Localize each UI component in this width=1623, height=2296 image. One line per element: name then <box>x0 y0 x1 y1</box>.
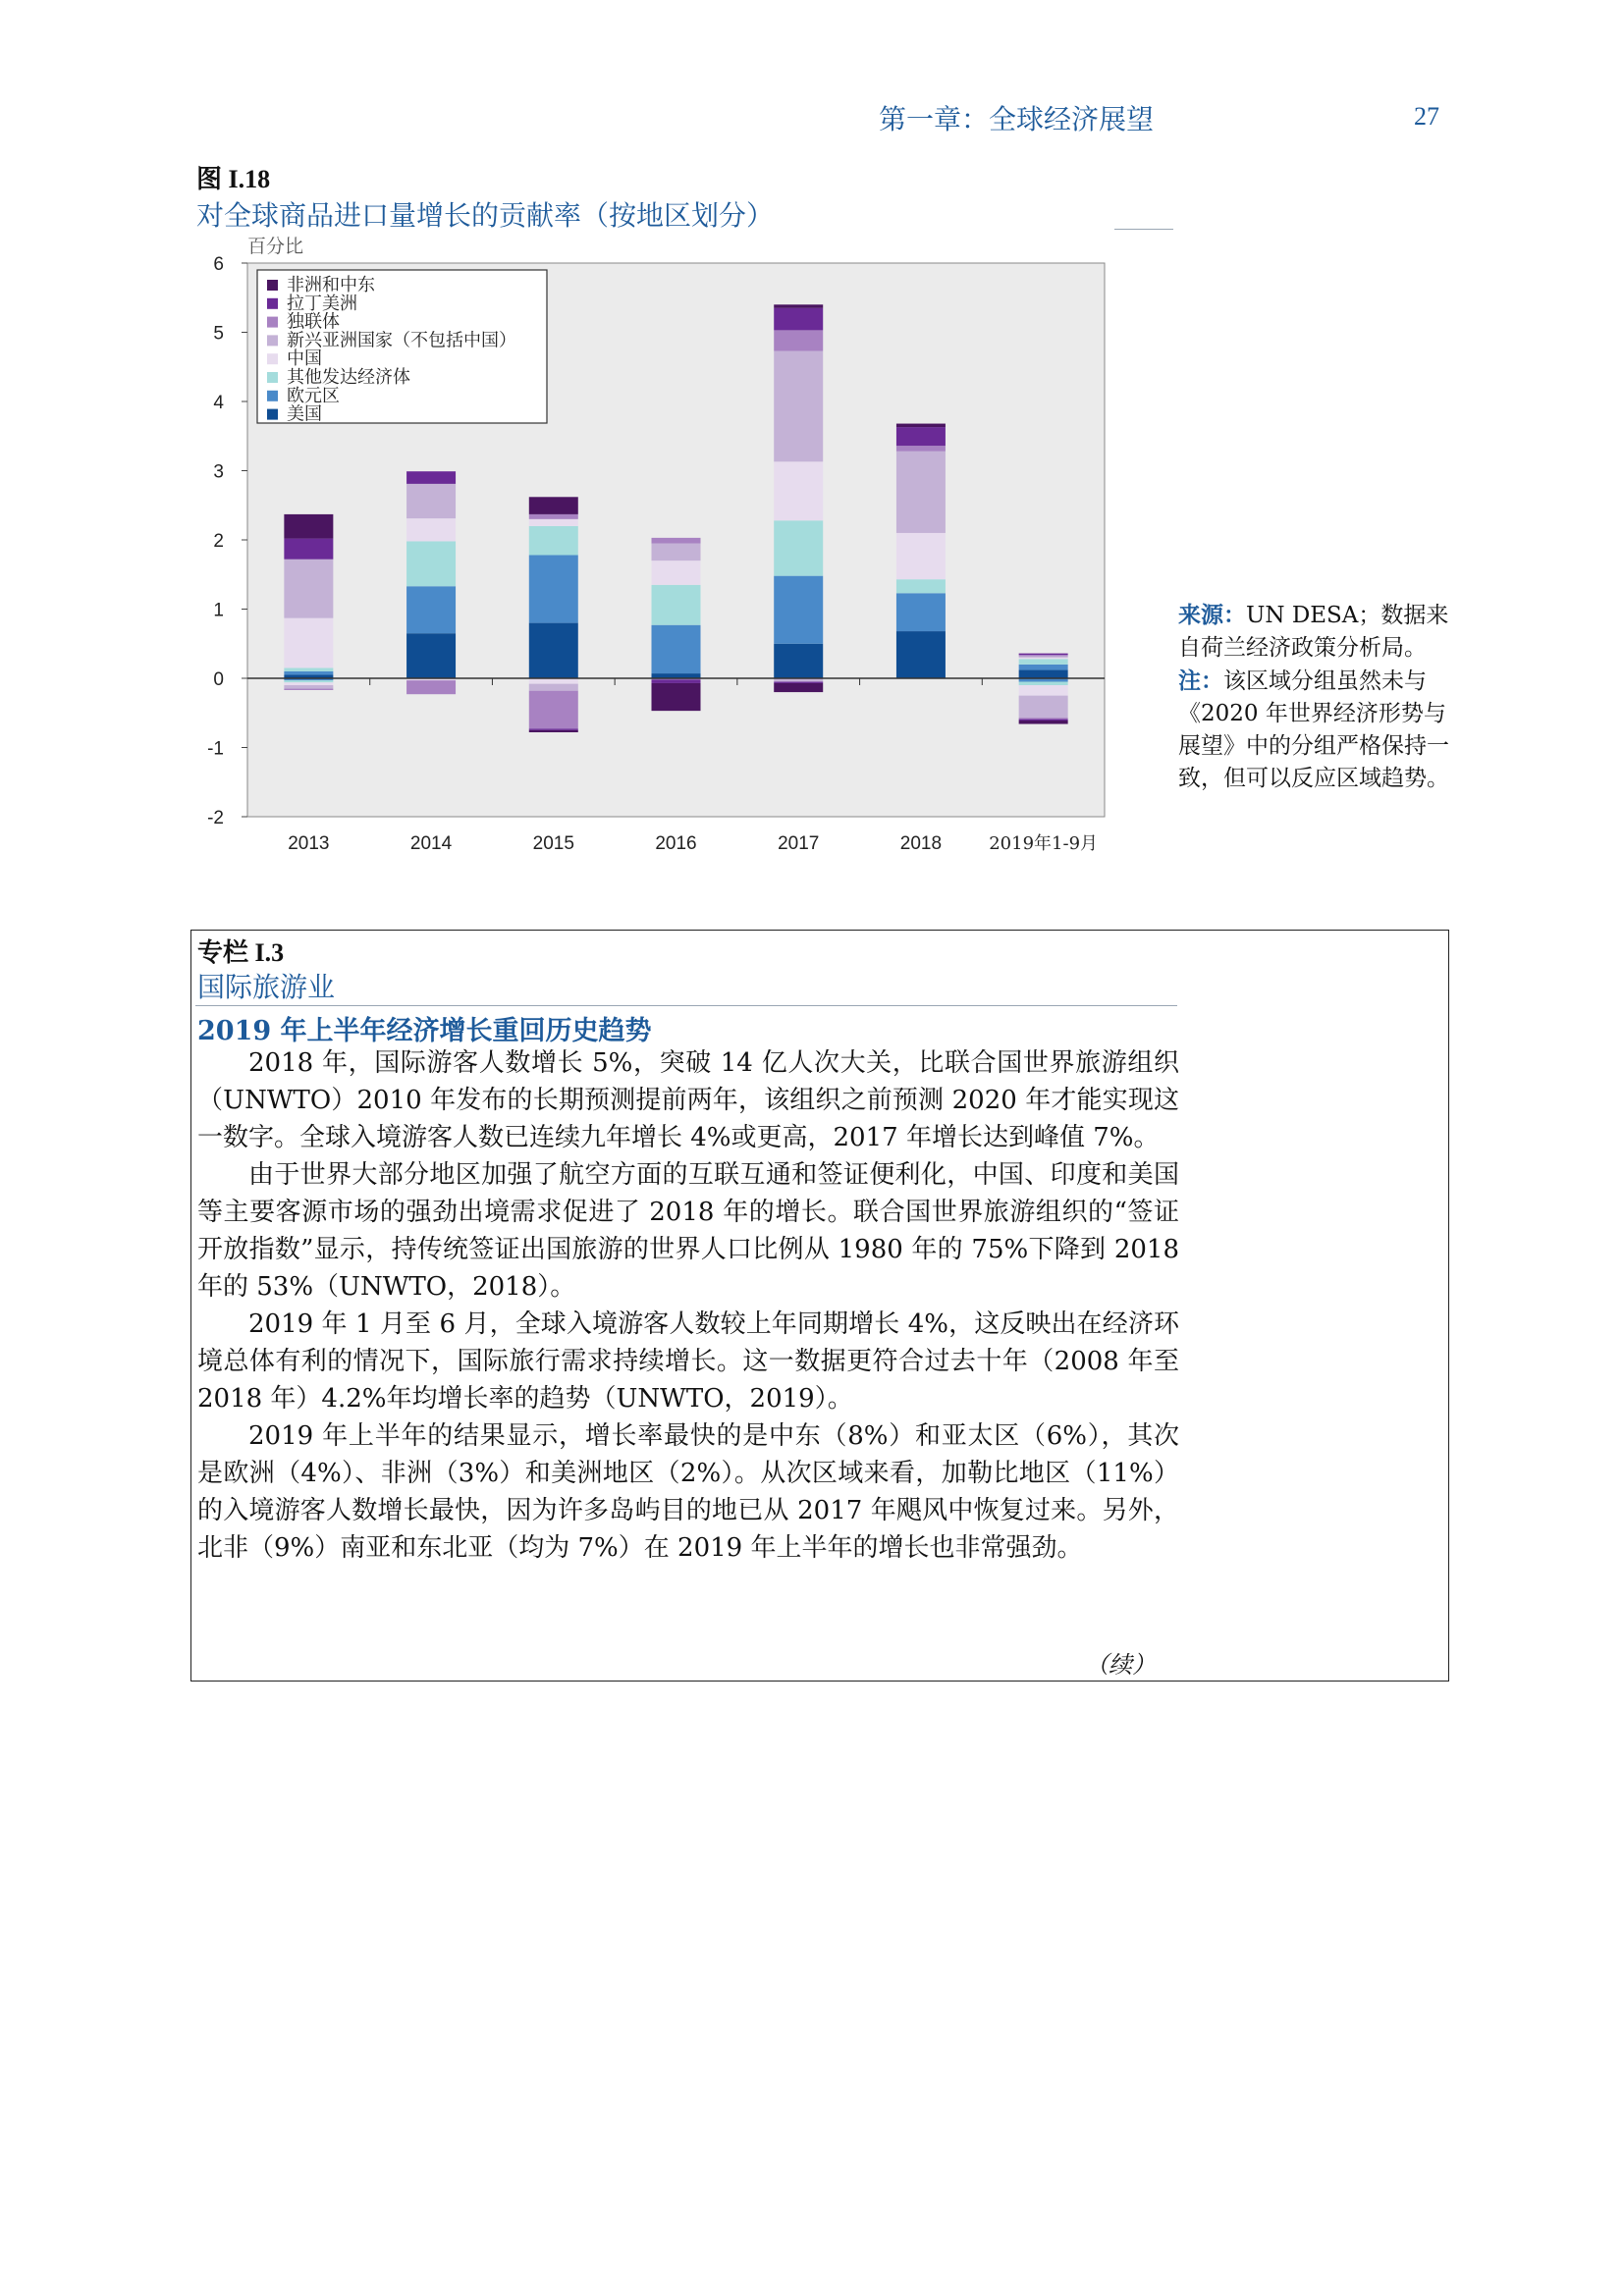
bar-segment <box>652 544 701 561</box>
figure-title: 对全球商品进口量增长的贡献率（按地区划分） <box>196 199 775 232</box>
bar-segment <box>284 680 333 682</box>
legend-swatch <box>267 317 278 328</box>
note-label: 注： <box>1178 667 1223 694</box>
bar-segment <box>406 586 456 633</box>
box-i3 <box>190 930 1449 1682</box>
y-tick-label: -2 <box>207 808 224 828</box>
legend-swatch <box>267 353 278 364</box>
box-paragraph: 2019 年上半年的结果显示，增长率最快的是中东（8%）和亚太区（6%），其次是欧洲（4%）、非洲（3%）和美洲地区（2%）。从次区域来看，加勒比地区（11%）的入境游客人数增长最快，因为许多岛屿目的地已从 2017 年飓风中恢复过来。另外，北非（9%）南亚和东北亚（均为 7%）在 2019 年上半年的增长也非常强劲。 <box>197 1421 1180 1563</box>
bar-segment <box>774 351 823 462</box>
bar-segment <box>774 644 823 678</box>
box-title-rule <box>195 1005 1177 1006</box>
source-note <box>1178 599 1458 665</box>
legend-label: 拉丁美洲 <box>287 293 357 314</box>
bar-segment <box>529 684 578 691</box>
y-tick-label: 6 <box>213 254 224 275</box>
bar-segment <box>652 679 701 683</box>
legend-label: 其他发达经济体 <box>287 367 410 388</box>
legend-swatch <box>267 372 278 383</box>
legend-label: 欧元区 <box>287 385 340 406</box>
bar-segment <box>406 541 456 586</box>
bar-segment <box>284 618 333 668</box>
bar-segment <box>284 685 333 689</box>
y-tick-label: 3 <box>213 461 224 483</box>
bar-segment <box>1019 656 1068 657</box>
bar-segment <box>896 446 946 452</box>
bar-segment <box>529 497 578 514</box>
x-tick-label: 2014 <box>409 833 453 854</box>
bar-segment <box>284 671 333 675</box>
bar-segment <box>1019 696 1068 719</box>
box-title: 国际旅游业 <box>197 971 336 1003</box>
figure-title-rule <box>1114 229 1173 230</box>
bar-segment <box>896 427 946 446</box>
bar-segment <box>406 680 456 694</box>
bar-segment <box>406 633 456 678</box>
y-axis-label: 百分比 <box>247 236 304 257</box>
y-tick-label: 2 <box>213 531 224 552</box>
bar-segment <box>284 689 333 690</box>
y-tick-label: 1 <box>213 600 224 621</box>
bar-segment <box>529 519 578 526</box>
bar-segment <box>1019 682 1068 686</box>
bar-segment <box>774 461 823 520</box>
figure-side-notes <box>1178 599 1458 795</box>
bar-segment <box>774 308 823 331</box>
bar-segment <box>1019 721 1068 724</box>
legend-label: 美国 <box>287 403 322 425</box>
bar-segment <box>774 576 823 644</box>
bar-segment <box>652 683 701 711</box>
bar-segment <box>1019 659 1068 665</box>
bar-segment <box>896 593 946 631</box>
bar-segment <box>406 518 456 541</box>
y-tick-label: 4 <box>213 393 224 413</box>
x-tick-label: 2015 <box>532 833 574 854</box>
bar-segment <box>406 471 456 484</box>
legend-label: 新兴亚洲国家（不包括中国） <box>287 330 516 351</box>
source-text: UN DESA；数据来自荷兰经济政策分析局。 <box>1178 603 1449 661</box>
note <box>1178 665 1458 795</box>
bar-segment <box>896 533 946 579</box>
legend-swatch <box>267 409 278 420</box>
bar-segment <box>774 304 823 308</box>
continued-label: （续） <box>1085 1651 1156 1679</box>
bar-segment <box>1019 685 1068 696</box>
x-tick-label: 2016 <box>655 833 697 854</box>
bar-segment <box>529 556 578 623</box>
box-paragraph: 2019 年 1 月至 6 月，全球入境游客人数较上年同期增长 4%，这反映出在经济环境总体有利的情况下，国际旅行需求持续增长。这一数据更符合过去十年（2008 年至 2018 年）4.2%年均增长率的趋势（UNWTO，2019）。 <box>197 1309 1179 1414</box>
bar-segment <box>284 539 333 560</box>
note-text: 该区域分组虽然未与《2020 年世界经济形势与展望》中的分组严格保持一致，但可以反应区域趋势。 <box>1178 668 1449 791</box>
y-tick-label: 5 <box>213 323 224 345</box>
bar-segment <box>1019 670 1068 678</box>
bar-segment <box>652 625 701 673</box>
bar-segment <box>1019 658 1068 659</box>
legend-swatch <box>267 335 278 346</box>
x-tick-label: 2018 <box>899 833 943 854</box>
page-header <box>0 98 1623 137</box>
box-body <box>197 1044 1179 1567</box>
bar-segment <box>896 424 946 428</box>
bar-segment <box>774 683 823 692</box>
bar-segment <box>529 526 578 556</box>
legend-swatch <box>267 391 278 401</box>
bar-segment <box>896 631 946 678</box>
bar-segment <box>284 514 333 539</box>
legend-label: 中国 <box>287 348 322 370</box>
bar-segment <box>529 514 578 519</box>
page-number: 27 <box>1414 102 1439 131</box>
bar-segment <box>1019 720 1068 721</box>
source-label: 来源： <box>1178 602 1246 628</box>
box-paragraph: 由于世界大部分地区加强了航空方面的互联互通和签证便利化，中国、印度和美国等主要客源市场的强劲出境需求促进了 2018 年的增长。联合国世界旅游组织的“签证开放指数”显示，持传统签证出国旅游的世界人口比例从 1980 年的 75%下降到 2018 年的 53%（UNWTO，2018）。 <box>197 1160 1179 1302</box>
figure-label: 图 I.18 <box>196 165 271 193</box>
bar-segment <box>896 452 946 533</box>
bar-segment <box>652 538 701 544</box>
bar-segment <box>774 682 823 683</box>
bar-segment <box>774 520 823 575</box>
bar-segment <box>1019 655 1068 656</box>
y-tick-label: 0 <box>213 669 224 690</box>
bar-segment <box>652 585 701 625</box>
box-label: 专栏 I.3 <box>197 938 285 967</box>
chapter-title: 第一章：全球经济展望 <box>879 103 1155 135</box>
x-tick-label: 2013 <box>288 833 330 854</box>
legend-label: 独联体 <box>287 311 340 333</box>
bar-segment <box>529 691 578 729</box>
x-tick-label: 2019年1-9月 <box>989 833 1099 854</box>
bar-segment <box>284 682 333 685</box>
bar-segment <box>529 730 578 732</box>
x-tick-label: 2017 <box>778 833 820 854</box>
bar-segment <box>284 667 333 671</box>
bar-segment <box>284 560 333 618</box>
bar-segment <box>652 561 701 585</box>
box-paragraph: 2018 年，国际游客人数增长 5%，突破 14 亿人次大关，比联合国世界旅游组织（UNWTO）2010 年发布的长期预测提前两年，该组织之前预测 2020 年才能实现这一数字。全球入境游客人数已连续九年增长 4%或更高，2017 年增长达到峰值 7%。 <box>197 1048 1179 1152</box>
bar-segment <box>529 623 578 678</box>
y-tick-label: -1 <box>207 738 224 760</box>
legend-label: 非洲和中东 <box>287 275 375 295</box>
bar-segment <box>529 678 578 684</box>
bar-segment <box>896 579 946 593</box>
bar-segment <box>774 330 823 350</box>
legend-swatch <box>267 280 278 291</box>
bar-segment <box>1019 718 1068 719</box>
stacked-bar-chart <box>196 231 1139 869</box>
bar-segment <box>406 484 456 518</box>
bar-segment <box>1019 665 1068 670</box>
box-subtitle: 2019 年上半年经济增长重回历史趋势 <box>197 1016 652 1046</box>
legend-swatch <box>267 298 278 309</box>
bar-segment <box>529 728 578 729</box>
bar-segment <box>1019 654 1068 655</box>
